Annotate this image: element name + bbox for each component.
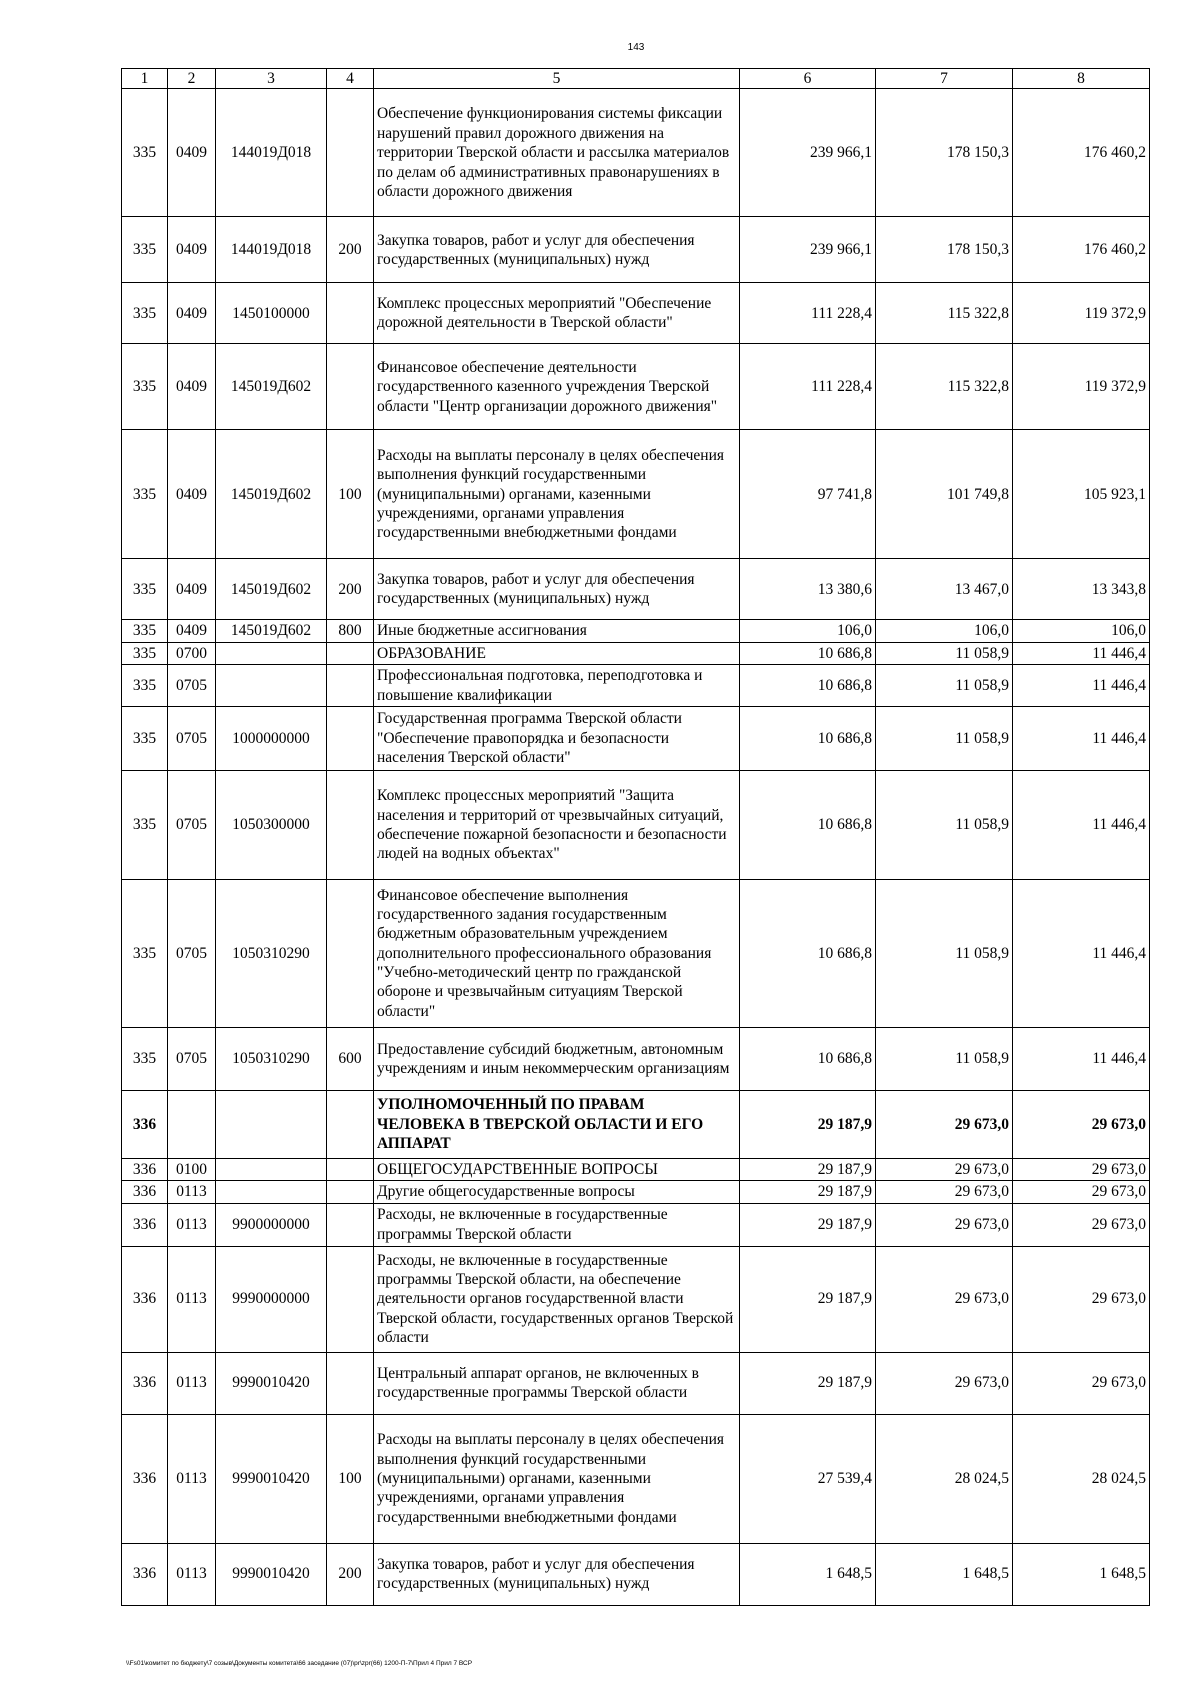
cell-expense-type: 600 [327, 1027, 374, 1090]
table-row [122, 706, 1150, 770]
cell-description: Финансовое обеспечение выполнения государственного задания государственным бюджетным образовательным учреждением дополнительного профессионального образования "Учебно-методический центр по гражданской обороне и чрезвычайным ситуациям Тверской области" [374, 879, 740, 1027]
cell-amount-year1: 29 187,9 [740, 1158, 876, 1180]
cell-section: 0705 [168, 770, 216, 879]
cell-expense-type [327, 665, 374, 707]
cell-expense-type: 200 [327, 559, 374, 620]
cell-expense-type [327, 770, 374, 879]
cell-amount-year1: 111 228,4 [740, 283, 876, 344]
cell-description: Другие общегосударственные вопросы [374, 1181, 740, 1203]
cell-amount-year1: 29 187,9 [740, 1181, 876, 1203]
cell-amount-year3: 11 446,4 [1013, 706, 1150, 770]
cell-expense-type [327, 283, 374, 344]
cell-ministry: 335 [122, 283, 168, 344]
cell-amount-year3: 176 460,2 [1013, 217, 1150, 283]
cell-amount-year3: 119 372,9 [1013, 344, 1150, 430]
cell-amount-year1: 10 686,8 [740, 770, 876, 879]
cell-section: 0705 [168, 665, 216, 707]
cell-ministry: 335 [122, 770, 168, 879]
cell-section: 0409 [168, 559, 216, 620]
cell-target: 1450100000 [216, 283, 327, 344]
cell-amount-year3: 29 673,0 [1013, 1090, 1150, 1158]
cell-amount-year3: 105 923,1 [1013, 430, 1150, 559]
cell-ministry: 336 [122, 1246, 168, 1352]
cell-description: Государственная программа Тверской области "Обеспечение правопорядка и безопасности населения Тверской области" [374, 706, 740, 770]
cell-description: Предоставление субсидий бюджетным, автономным учреждениям и иным некоммерческим организациям [374, 1027, 740, 1090]
cell-amount-year2: 11 058,9 [876, 879, 1013, 1027]
cell-target [216, 1158, 327, 1180]
cell-amount-year3: 29 673,0 [1013, 1352, 1150, 1414]
cell-expense-type [327, 344, 374, 430]
cell-expense-type [327, 1181, 374, 1203]
cell-expense-type [327, 879, 374, 1027]
column-header: 7 [876, 69, 1013, 89]
cell-expense-type [327, 1158, 374, 1180]
cell-ministry: 335 [122, 559, 168, 620]
cell-ministry: 335 [122, 430, 168, 559]
cell-description: Закупка товаров, работ и услуг для обеспечения государственных (муниципальных) нужд [374, 559, 740, 620]
cell-amount-year3: 11 446,4 [1013, 1027, 1150, 1090]
cell-section: 0409 [168, 620, 216, 642]
cell-amount-year1: 106,0 [740, 620, 876, 642]
cell-amount-year1: 27 539,4 [740, 1414, 876, 1543]
cell-amount-year2: 29 673,0 [876, 1246, 1013, 1352]
cell-description: ОБРАЗОВАНИЕ [374, 642, 740, 664]
table-row [122, 89, 1150, 217]
cell-amount-year2: 178 150,3 [876, 217, 1013, 283]
cell-expense-type [327, 642, 374, 664]
cell-ministry: 336 [122, 1203, 168, 1246]
cell-amount-year1: 29 187,9 [740, 1203, 876, 1246]
cell-section: 0409 [168, 217, 216, 283]
cell-target: 9990010420 [216, 1414, 327, 1543]
cell-description: Центральный аппарат органов, не включенных в государственные программы Тверской области [374, 1352, 740, 1414]
cell-ministry: 336 [122, 1090, 168, 1158]
cell-target: 1050310290 [216, 1027, 327, 1090]
page-number: 143 [627, 42, 645, 53]
cell-amount-year1: 239 966,1 [740, 89, 876, 217]
cell-amount-year2: 11 058,9 [876, 706, 1013, 770]
table-row [122, 283, 1150, 344]
cell-amount-year1: 29 187,9 [740, 1352, 876, 1414]
cell-amount-year1: 97 741,8 [740, 430, 876, 559]
cell-section: 0705 [168, 879, 216, 1027]
cell-ministry: 336 [122, 1414, 168, 1543]
cell-description: Закупка товаров, работ и услуг для обеспечения государственных (муниципальных) нужд [374, 217, 740, 283]
table-row [122, 217, 1150, 283]
cell-amount-year2: 11 058,9 [876, 665, 1013, 707]
cell-expense-type: 200 [327, 217, 374, 283]
cell-target: 145019Д602 [216, 559, 327, 620]
cell-ministry: 335 [122, 344, 168, 430]
cell-target: 144019Д018 [216, 217, 327, 283]
cell-amount-year3: 29 673,0 [1013, 1158, 1150, 1180]
cell-target: 9900000000 [216, 1203, 327, 1246]
table-row [122, 770, 1150, 879]
table-header-row [122, 69, 1150, 89]
cell-amount-year3: 11 446,4 [1013, 879, 1150, 1027]
cell-description: УПОЛНОМОЧЕННЫЙ ПО ПРАВАМ ЧЕЛОВЕКА В ТВЕРСКОЙ ОБЛАСТИ И ЕГО АППАРАТ [374, 1090, 740, 1158]
cell-ministry: 335 [122, 665, 168, 707]
cell-amount-year1: 10 686,8 [740, 706, 876, 770]
cell-section [168, 1090, 216, 1158]
table-row [122, 1352, 1150, 1414]
cell-amount-year2: 101 749,8 [876, 430, 1013, 559]
table-row [122, 430, 1150, 559]
file-path-footer: \\Fs01\комитет по бюджету\7 созыв\Документы комитета\66 заседание (07)\pr\zpr(66) 1200-П-7\Прил 4 Прил 7 ВСР [126, 1660, 473, 1667]
cell-section: 0409 [168, 344, 216, 430]
cell-section: 0113 [168, 1181, 216, 1203]
table-row [122, 1543, 1150, 1605]
cell-expense-type [327, 1090, 374, 1158]
cell-target [216, 1181, 327, 1203]
cell-amount-year3: 176 460,2 [1013, 89, 1150, 217]
cell-amount-year2: 13 467,0 [876, 559, 1013, 620]
cell-amount-year1: 239 966,1 [740, 217, 876, 283]
cell-section: 0113 [168, 1352, 216, 1414]
cell-description: ОБЩЕГОСУДАРСТВЕННЫЕ ВОПРОСЫ [374, 1158, 740, 1180]
cell-section: 0409 [168, 283, 216, 344]
cell-target [216, 642, 327, 664]
cell-description: Комплекс процессных мероприятий "Защита населения и территорий от чрезвычайных ситуаций, обеспечение пожарной безопасности и безопасности людей на водных объектах" [374, 770, 740, 879]
cell-ministry: 335 [122, 879, 168, 1027]
table-row [122, 1414, 1150, 1543]
column-header: 4 [327, 69, 374, 89]
cell-section: 0409 [168, 89, 216, 217]
cell-expense-type: 100 [327, 1414, 374, 1543]
cell-description: Комплекс процессных мероприятий "Обеспечение дорожной деятельности в Тверской области" [374, 283, 740, 344]
table-row [122, 1181, 1150, 1203]
cell-section: 0113 [168, 1203, 216, 1246]
cell-description: Профессиональная подготовка, переподготовка и повышение квалификации [374, 665, 740, 707]
column-header: 1 [122, 69, 168, 89]
cell-expense-type [327, 1246, 374, 1352]
table-row [122, 879, 1150, 1027]
cell-amount-year2: 29 673,0 [876, 1158, 1013, 1180]
cell-amount-year2: 11 058,9 [876, 770, 1013, 879]
cell-amount-year2: 178 150,3 [876, 89, 1013, 217]
cell-target: 1050310290 [216, 879, 327, 1027]
cell-description: Расходы, не включенные в государственные программы Тверской области [374, 1203, 740, 1246]
column-header: 2 [168, 69, 216, 89]
table-row [122, 1158, 1150, 1180]
cell-amount-year1: 10 686,8 [740, 1027, 876, 1090]
cell-section: 0113 [168, 1543, 216, 1605]
cell-amount-year2: 115 322,8 [876, 283, 1013, 344]
cell-amount-year3: 29 673,0 [1013, 1181, 1150, 1203]
cell-amount-year2: 29 673,0 [876, 1090, 1013, 1158]
table-row [122, 620, 1150, 642]
cell-amount-year1: 111 228,4 [740, 344, 876, 430]
cell-section: 0705 [168, 706, 216, 770]
column-header: 6 [740, 69, 876, 89]
cell-amount-year2: 11 058,9 [876, 1027, 1013, 1090]
cell-amount-year3: 1 648,5 [1013, 1543, 1150, 1605]
cell-section: 0113 [168, 1414, 216, 1543]
cell-ministry: 336 [122, 1543, 168, 1605]
cell-expense-type: 200 [327, 1543, 374, 1605]
table-row [122, 344, 1150, 430]
table-row [122, 1090, 1150, 1158]
cell-description: Обеспечение функционирования системы фиксации нарушений правил дорожного движения на территории Тверской области и рассылка материалов по делам об административных правонарушениях в области дорожного движения [374, 89, 740, 217]
table-row [122, 642, 1150, 664]
cell-ministry: 336 [122, 1352, 168, 1414]
cell-amount-year3: 28 024,5 [1013, 1414, 1150, 1543]
cell-target: 145019Д602 [216, 430, 327, 559]
cell-ministry: 335 [122, 1027, 168, 1090]
cell-expense-type: 100 [327, 430, 374, 559]
cell-expense-type: 800 [327, 620, 374, 642]
cell-expense-type [327, 89, 374, 217]
cell-ministry: 335 [122, 217, 168, 283]
cell-description: Закупка товаров, работ и услуг для обеспечения государственных (муниципальных) нужд [374, 1543, 740, 1605]
cell-amount-year1: 10 686,8 [740, 642, 876, 664]
table-row [122, 665, 1150, 707]
cell-amount-year2: 1 648,5 [876, 1543, 1013, 1605]
cell-amount-year2: 29 673,0 [876, 1203, 1013, 1246]
cell-target: 145019Д602 [216, 620, 327, 642]
cell-amount-year1: 10 686,8 [740, 879, 876, 1027]
cell-section: 0100 [168, 1158, 216, 1180]
cell-target: 1000000000 [216, 706, 327, 770]
cell-amount-year2: 11 058,9 [876, 642, 1013, 664]
cell-amount-year1: 10 686,8 [740, 665, 876, 707]
cell-amount-year2: 28 024,5 [876, 1414, 1013, 1543]
cell-section: 0113 [168, 1246, 216, 1352]
cell-ministry: 335 [122, 89, 168, 217]
cell-ministry: 335 [122, 706, 168, 770]
cell-target: 145019Д602 [216, 344, 327, 430]
cell-ministry: 336 [122, 1158, 168, 1180]
cell-amount-year2: 29 673,0 [876, 1181, 1013, 1203]
cell-amount-year3: 11 446,4 [1013, 770, 1150, 879]
cell-amount-year2: 29 673,0 [876, 1352, 1013, 1414]
table-row [122, 1203, 1150, 1246]
cell-amount-year3: 13 343,8 [1013, 559, 1150, 620]
table-row [122, 1027, 1150, 1090]
cell-amount-year1: 13 380,6 [740, 559, 876, 620]
cell-description: Финансовое обеспечение деятельности государственного казенного учреждения Тверской области "Центр организации дорожного движения" [374, 344, 740, 430]
column-header: 8 [1013, 69, 1150, 89]
cell-amount-year1: 1 648,5 [740, 1543, 876, 1605]
cell-ministry: 335 [122, 642, 168, 664]
cell-section: 0700 [168, 642, 216, 664]
table-row [122, 1246, 1150, 1352]
cell-expense-type [327, 706, 374, 770]
cell-amount-year3: 29 673,0 [1013, 1246, 1150, 1352]
cell-amount-year3: 119 372,9 [1013, 283, 1150, 344]
cell-amount-year3: 11 446,4 [1013, 642, 1150, 664]
budget-table [121, 68, 1150, 1606]
cell-amount-year2: 115 322,8 [876, 344, 1013, 430]
cell-section: 0409 [168, 430, 216, 559]
table-row [122, 559, 1150, 620]
cell-ministry: 335 [122, 620, 168, 642]
cell-amount-year1: 29 187,9 [740, 1090, 876, 1158]
column-header: 3 [216, 69, 327, 89]
cell-amount-year3: 11 446,4 [1013, 665, 1150, 707]
cell-description: Расходы на выплаты персоналу в целях обеспечения выполнения функций государственными (муниципальными) органами, казенными учреждениями, органами управления государственными внебюджетными фондами [374, 1414, 740, 1543]
cell-amount-year3: 106,0 [1013, 620, 1150, 642]
cell-ministry: 336 [122, 1181, 168, 1203]
cell-amount-year2: 106,0 [876, 620, 1013, 642]
cell-description: Расходы, не включенные в государственные программы Тверской области, на обеспечение деятельности органов государственной власти Тверской области, государственных органов Тверской области [374, 1246, 740, 1352]
cell-expense-type [327, 1352, 374, 1414]
cell-target: 1050300000 [216, 770, 327, 879]
cell-description: Иные бюджетные ассигнования [374, 620, 740, 642]
cell-target [216, 665, 327, 707]
column-header: 5 [374, 69, 740, 89]
cell-section: 0705 [168, 1027, 216, 1090]
cell-target: 9990010420 [216, 1543, 327, 1605]
cell-target: 144019Д018 [216, 89, 327, 217]
cell-amount-year3: 29 673,0 [1013, 1203, 1150, 1246]
cell-expense-type [327, 1203, 374, 1246]
cell-amount-year1: 29 187,9 [740, 1246, 876, 1352]
cell-description: Расходы на выплаты персоналу в целях обеспечения выполнения функций государственными (муниципальными) органами, казенными учреждениями, органами управления государственными внебюджетными фондами [374, 430, 740, 559]
cell-target [216, 1090, 327, 1158]
cell-target: 9990010420 [216, 1352, 327, 1414]
cell-target: 9990000000 [216, 1246, 327, 1352]
